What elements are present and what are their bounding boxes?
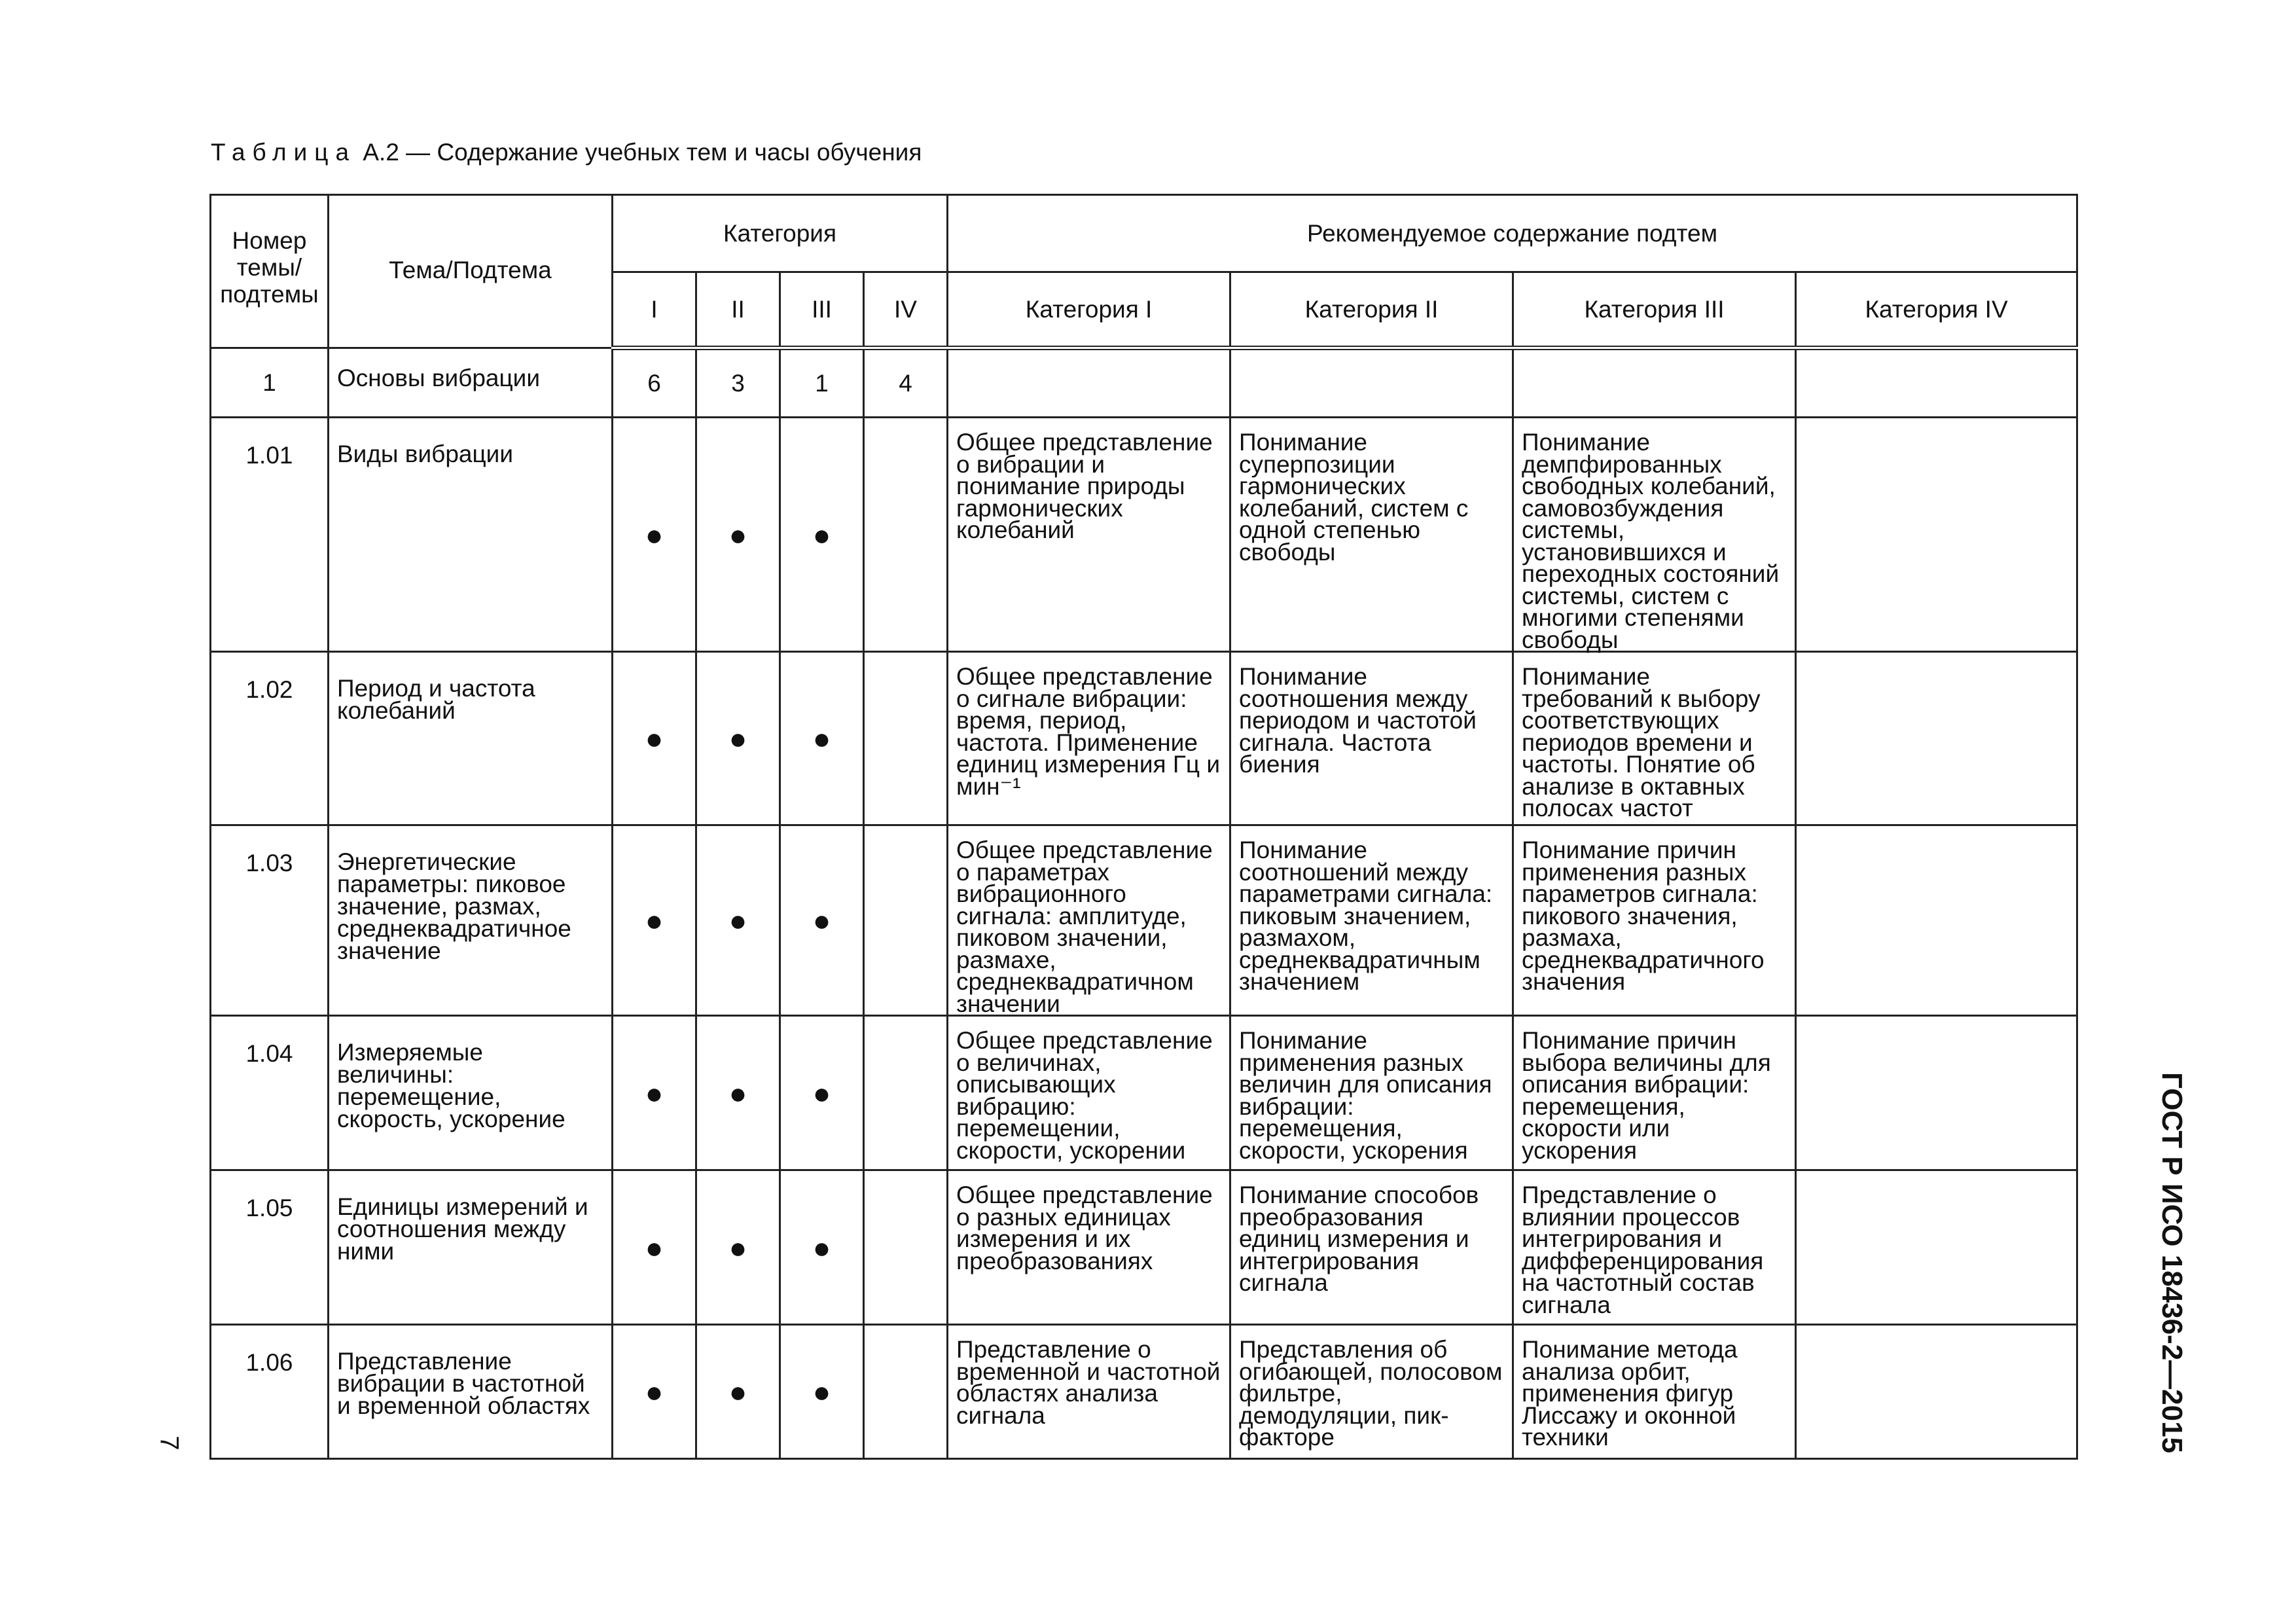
content-cat-2: Представления об огибающей, полосовом фильтре, демодуляции, пик-факторе <box>1230 1325 1513 1459</box>
content-cat-3: Понимание причин выбора величины для описания вибрации: перемещения, скорости или ускорения <box>1513 1016 1796 1170</box>
header-topic: Тема/Подтема <box>329 195 613 348</box>
content-cat-2: Понимание суперпозиции гармонических колебаний, систем с одной степенью свободы <box>1230 418 1513 652</box>
bullet-cat-1: ● <box>613 1016 696 1170</box>
row-num: 1.05 <box>211 1170 329 1325</box>
table-row <box>211 825 2077 1016</box>
row-topic: Измеряемые величины: перемещение, скорость, ускорение <box>329 1016 613 1170</box>
bullet-cat-3: ● <box>780 652 864 825</box>
hours-cat-4: 4 <box>864 348 948 418</box>
bullet-cat-1: ● <box>613 1325 696 1459</box>
bullet-cat-3: ● <box>780 418 864 652</box>
row-num: 1.03 <box>211 825 329 1016</box>
header-num <box>211 195 329 348</box>
content-cat-2: Понимание применения разных величин для описания вибрации: перемещения, скорости, ускорения <box>1230 1016 1513 1170</box>
page-number: 7 <box>154 1435 184 1451</box>
bullet-cat-3: ● <box>780 1325 864 1459</box>
header-num-text: Номер темы/ подтемы <box>220 227 319 308</box>
content-cat-1: Общее представление о разных единицах измерения и их преобразованиях <box>948 1170 1230 1325</box>
table-row <box>211 418 2077 652</box>
content-cat-1: Общее представление о параметрах вибрационного сигнала: амплитуде, пиковом значении, размахе, среднеквадратичном значении <box>948 825 1230 1016</box>
bullet-cat-4 <box>864 825 948 1016</box>
bullet-cat-4 <box>864 1170 948 1325</box>
content-cat-3 <box>1513 348 1796 418</box>
content-cat-3: Понимание требований к выбору соответствующих периодов времени и частоты. Понятие об анализе в октавных полосах частот <box>1513 652 1796 825</box>
row-topic: Виды вибрации <box>329 418 613 652</box>
bullet-cat-1: ● <box>613 825 696 1016</box>
content-cat-2: Понимание соотношений между параметрами сигнала: пиковым значением, размахом, среднеквадратичным значением <box>1230 825 1513 1016</box>
header-cat-2: II <box>696 272 780 348</box>
bullet-cat-3: ● <box>780 1016 864 1170</box>
content-cat-4 <box>1796 348 2077 418</box>
content-cat-2: Понимание способов преобразования единиц измерения и интегрирования сигнала <box>1230 1170 1513 1325</box>
content-cat-1 <box>948 348 1230 418</box>
row-num: 1.01 <box>211 418 329 652</box>
standard-designation <box>2150 1072 2202 1454</box>
content-cat-1: Общее представление о величинах, описывающих вибрацию: перемещении, скорости, ускорении <box>948 1016 1230 1170</box>
header-category: Категория <box>613 195 948 272</box>
bullet-cat-3: ● <box>780 1170 864 1325</box>
caption-text: А.2 — Содержание учебных тем и часы обучения <box>363 139 922 166</box>
bullet-cat-1: ● <box>613 418 696 652</box>
content-cat-4 <box>1796 1016 2077 1170</box>
training-topics-table <box>209 194 2078 1460</box>
bullet-cat-4 <box>864 1016 948 1170</box>
content-cat-3: Понимание метода анализа орбит, применения фигур Лиссажу и оконной техники <box>1513 1325 1796 1459</box>
table-row <box>211 348 2077 418</box>
bullet-cat-1: ● <box>613 1170 696 1325</box>
bullet-cat-4 <box>864 418 948 652</box>
row-num: 1.04 <box>211 1016 329 1170</box>
content-cat-1: Представление о временной и частотной областях анализа сигнала <box>948 1325 1230 1459</box>
table-caption <box>211 139 922 166</box>
standard-designation-text: ГОСТ Р ИСО 18436-2—2015 <box>2156 1072 2188 1454</box>
header-rec-cat-3: Категория III <box>1513 272 1796 348</box>
bullet-cat-2: ● <box>696 652 780 825</box>
row-num: 1 <box>211 348 329 418</box>
content-cat-4 <box>1796 1325 2077 1459</box>
header-cat-4: IV <box>864 272 948 348</box>
content-cat-4 <box>1796 1170 2077 1325</box>
table-row <box>211 652 2077 825</box>
row-topic: Период и частота колебаний <box>329 652 613 825</box>
bullet-cat-4 <box>864 1325 948 1459</box>
bullet-cat-2: ● <box>696 1016 780 1170</box>
header-rec-cat-1: Категория I <box>948 272 1230 348</box>
hours-cat-2: 3 <box>696 348 780 418</box>
row-topic: Энергетические параметры: пиковое значение, размах, среднеквадратичное значение <box>329 825 613 1016</box>
content-cat-4 <box>1796 418 2077 652</box>
hours-cat-3: 1 <box>780 348 864 418</box>
row-topic: Представление вибрации в частотной и временной областях <box>329 1325 613 1459</box>
content-cat-3: Понимание демпфированных свободных колебаний, самовозбуждения системы, установившихся и переходных состояний системы, систем с многими степенями свободы <box>1513 418 1796 652</box>
content-cat-3: Представление о влиянии процессов интегрирования и дифференцирования на частотный состав сигнала <box>1513 1170 1796 1325</box>
header-rec-cat-4: Категория IV <box>1796 272 2077 348</box>
bullet-cat-2: ● <box>696 825 780 1016</box>
bullet-cat-4 <box>864 652 948 825</box>
bullet-cat-1: ● <box>613 652 696 825</box>
table-row <box>211 1016 2077 1170</box>
content-cat-1: Общее представление о сигнале вибрации: время, период, частота. Применение единиц измерения Гц и мин⁻¹ <box>948 652 1230 825</box>
content-cat-4 <box>1796 652 2077 825</box>
header-recommended: Рекомендуемое содержание подтем <box>948 195 2077 272</box>
hours-cat-1: 6 <box>613 348 696 418</box>
bullet-cat-2: ● <box>696 1325 780 1459</box>
content-cat-1: Общее представление о вибрации и понимание природы гармонических колебаний <box>948 418 1230 652</box>
header-cat-3: III <box>780 272 864 348</box>
row-topic: Основы вибрации <box>329 348 613 418</box>
header-rec-cat-2: Категория II <box>1230 272 1513 348</box>
bullet-cat-2: ● <box>696 418 780 652</box>
content-cat-2: Понимание соотношения между периодом и частотой сигнала. Частота биения <box>1230 652 1513 825</box>
content-cat-2 <box>1230 348 1513 418</box>
content-cat-4 <box>1796 825 2077 1016</box>
caption-prefix: Таблица <box>211 139 357 166</box>
table-row <box>211 1325 2077 1459</box>
bullet-cat-2: ● <box>696 1170 780 1325</box>
row-num: 1.06 <box>211 1325 329 1459</box>
header-row-1 <box>211 195 2077 272</box>
content-cat-3: Понимание причин применения разных параметров сигнала: пикового значения, размаха, среднеквадратичного значения <box>1513 825 1796 1016</box>
row-topic: Единицы измерений и соотношения между ними <box>329 1170 613 1325</box>
row-num: 1.02 <box>211 652 329 825</box>
header-cat-1: I <box>613 272 696 348</box>
bullet-cat-3: ● <box>780 825 864 1016</box>
table-row <box>211 1170 2077 1325</box>
